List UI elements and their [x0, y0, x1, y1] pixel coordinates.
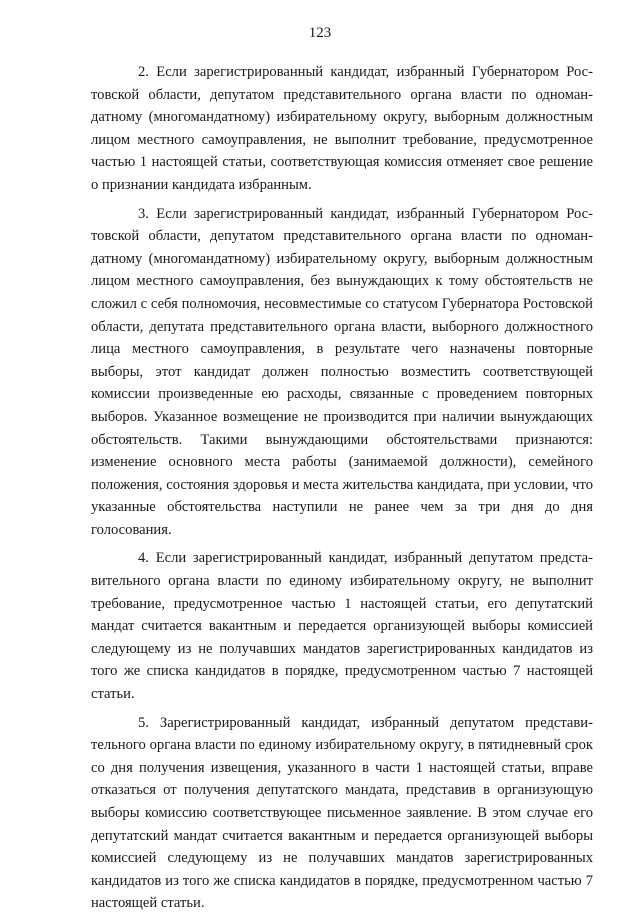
paragraph-2: 2. Если зарегистрированный кандидат, избранный Губернатором Ростовской области, депутатом представительного органа власти по одномандатному (многомандатному) избирательному округу, выборным должностным лицом местного самоуправления, не выполнит требование, предусмотренное частью 1 настоящей статьи, соответствующая комиссия отменяет свое решение о признании кандидата избранным.	[91, 64, 593, 193]
page-number: 123	[308, 25, 332, 41]
paragraph-3: 3. Если зарегистрированный кандидат, избранный Губернатором Ростовской области, депутатом представительного органа власти по одномандатному (многомандатному) избирательному округу, выборным должностным лицом местного самоуправления, без вынуждающих к тому обстоятельств не сложил с себя полномочия, несовместимые со статусом Губернатора Ростовской области, депутата представительного органа власти, выборного должностного лица местного самоуправления, в результате чего назначены повторные выборы, этот кандидат должен полностью возместить соответствующей комиссии произведенные ею расходы, связанные с проведением повторных выборов. Указанное возмещение не производится при наличии вынуждающих обстоятельств. Такими вынуждающими обстоятельствами признаются: изменение основного места работы (занимаемой должности), семейного положения, состояния здоровья и места жительства кандидата, при условии, что указанные обстоятельства наступили не ранее чем за три дня до дня голосования.	[91, 205, 593, 538]
paragraph-5: 5. Зарегистрированный кандидат, избранный депутатом представительного органа власти по единому избирательному округу, в пятидневный срок со дня получения извещения, указанного в части 1 настоящей статьи, вправе отказаться от получения депутатского мандата, представив в организующую выборы комиссию соответствующее письменное заявление. В этом случае его депутатский мандат считается вакантным и передается организующей выборы комиссией следующему из не получавших мандатов зарегистрированных кандидатов из того же списка кандидатов в порядке, предусмотренном частью 7 настоящей статьи.	[91, 714, 593, 912]
paragraph-4: 4. Если зарегистрированный кандидат, избранный депутатом представительного органа власти по единому избирательному округу, не выполнит требование, предусмотренное частью 1 настоящей статьи, его депутатский мандат считается вакантным и передается организующей выборы комиссией следующему из не получавших мандатов зарегистрированных кандидатов из того же списка кандидатов в порядке, предусмотренном частью 7 настоящей статьи.	[91, 550, 593, 703]
document-body	[91, 61, 593, 915]
